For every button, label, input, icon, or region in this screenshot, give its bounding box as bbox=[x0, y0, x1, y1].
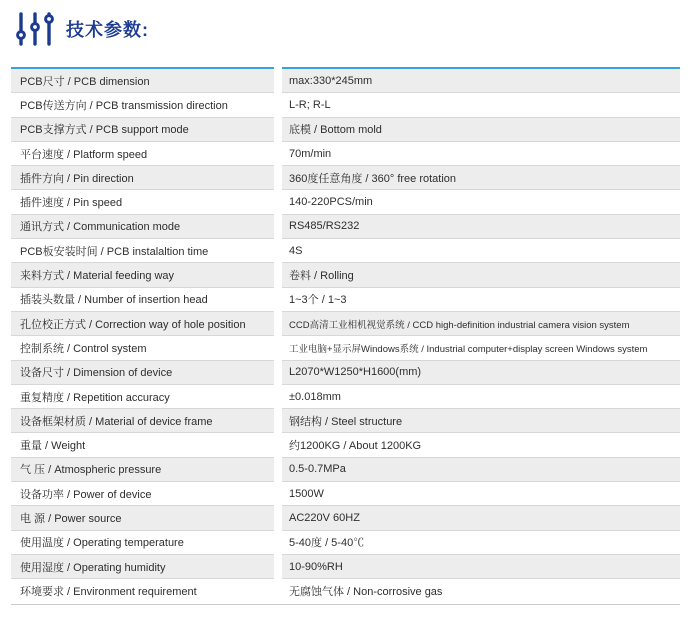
table-row bbox=[11, 336, 680, 360]
table-row bbox=[11, 482, 680, 506]
param-label: 设备功率 / Power of device bbox=[11, 482, 274, 506]
param-value: 1500W bbox=[282, 482, 680, 506]
param-label: 使用湿度 / Operating humidity bbox=[11, 555, 274, 579]
table-row bbox=[11, 531, 680, 555]
param-value: ±0.018mm bbox=[282, 385, 680, 409]
table-rows bbox=[11, 69, 680, 604]
param-value: CCD高清工业相机视觉系统 / CCD high-definition industrial camera vision system bbox=[282, 312, 680, 336]
table-row bbox=[11, 215, 680, 239]
param-value: max:330*245mm bbox=[282, 69, 680, 93]
table-bottom-rule bbox=[11, 604, 680, 605]
param-label: 设备尺寸 / Dimension of device bbox=[11, 361, 274, 385]
vertical-sliders-icon bbox=[16, 10, 54, 48]
table-row bbox=[11, 288, 680, 312]
table-row bbox=[11, 555, 680, 579]
param-value: 工业电脑+显示屏Windows系统 / Industrial computer+display screen Windows system bbox=[282, 336, 680, 360]
table-row bbox=[11, 458, 680, 482]
param-label: 孔位校正方式 / Correction way of hole position bbox=[11, 312, 274, 336]
param-label: PCB支撑方式 / PCB support mode bbox=[11, 118, 274, 142]
table-row bbox=[11, 409, 680, 433]
param-value: 5-40度 / 5-40℃ bbox=[282, 531, 680, 555]
param-label: PCB板安装时间 / PCB instalaltion time bbox=[11, 239, 274, 263]
table-row bbox=[11, 93, 680, 117]
param-value: 底模 / Bottom mold bbox=[282, 118, 680, 142]
table-row bbox=[11, 239, 680, 263]
param-value: 无腐蚀气体 / Non-corrosive gas bbox=[289, 586, 443, 599]
table-row bbox=[11, 166, 680, 190]
param-value: 1~3个 / 1~3 bbox=[282, 288, 680, 312]
param-value: AC220V 60HZ bbox=[282, 506, 680, 530]
table-row bbox=[11, 385, 680, 409]
param-label: 重复精度 / Repetition accuracy bbox=[11, 385, 274, 409]
param-label: 平台速度 / Platform speed bbox=[11, 142, 274, 166]
param-label: 重量 / Weight bbox=[11, 433, 274, 457]
table-row bbox=[11, 361, 680, 385]
param-label: 电 源 / Power source bbox=[11, 506, 274, 530]
param-label: 来料方式 / Material feeding way bbox=[11, 263, 274, 287]
section-header bbox=[16, 10, 149, 48]
param-value: 约1200KG / About 1200KG bbox=[282, 433, 680, 457]
param-value: 360度任意角度 / 360° free rotation bbox=[282, 166, 680, 190]
table-row bbox=[11, 142, 680, 166]
table-row bbox=[11, 69, 680, 93]
param-label: PCB尺寸 / PCB dimension bbox=[11, 69, 274, 93]
param-value: L-R; R-L bbox=[282, 93, 680, 117]
table-row bbox=[11, 579, 680, 603]
param-label: 插件方向 / Pin direction bbox=[11, 166, 274, 190]
param-label: PCB传送方向 / PCB transmission direction bbox=[11, 93, 274, 117]
param-value: 70m/min bbox=[282, 142, 680, 166]
table-row bbox=[11, 263, 680, 287]
param-label: 通讯方式 / Communication mode bbox=[11, 215, 274, 239]
param-value: 140-220PCS/min bbox=[282, 190, 680, 214]
table-row bbox=[11, 312, 680, 336]
param-value: 钢结构 / Steel structure bbox=[282, 409, 680, 433]
table-row bbox=[11, 118, 680, 142]
technical-parameters-table bbox=[11, 67, 680, 605]
table-row bbox=[11, 190, 680, 214]
table-row bbox=[11, 506, 680, 530]
param-value: RS485/RS232 bbox=[282, 215, 680, 239]
param-value: 卷料 / Rolling bbox=[282, 263, 680, 287]
param-label: 插装头数量 / Number of insertion head bbox=[11, 288, 274, 312]
param-label: 环境要求 / Environment requirement bbox=[20, 586, 197, 599]
table-row bbox=[11, 433, 680, 457]
param-label: 使用温度 / Operating temperature bbox=[11, 531, 274, 555]
param-value: 0.5-0.7MPa bbox=[282, 458, 680, 482]
param-value: 10-90%RH bbox=[282, 555, 680, 579]
page-title: 技术参数: bbox=[66, 20, 149, 40]
param-value: 4S bbox=[282, 239, 680, 263]
param-label: 插件速度 / Pin speed bbox=[11, 190, 274, 214]
param-label: 控制系统 / Control system bbox=[11, 336, 274, 360]
param-value: L2070*W1250*H1600(mm) bbox=[282, 361, 680, 385]
param-label: 气 压 / Atmospheric pressure bbox=[11, 458, 274, 482]
param-label: 设备框架材质 / Material of device frame bbox=[11, 409, 274, 433]
